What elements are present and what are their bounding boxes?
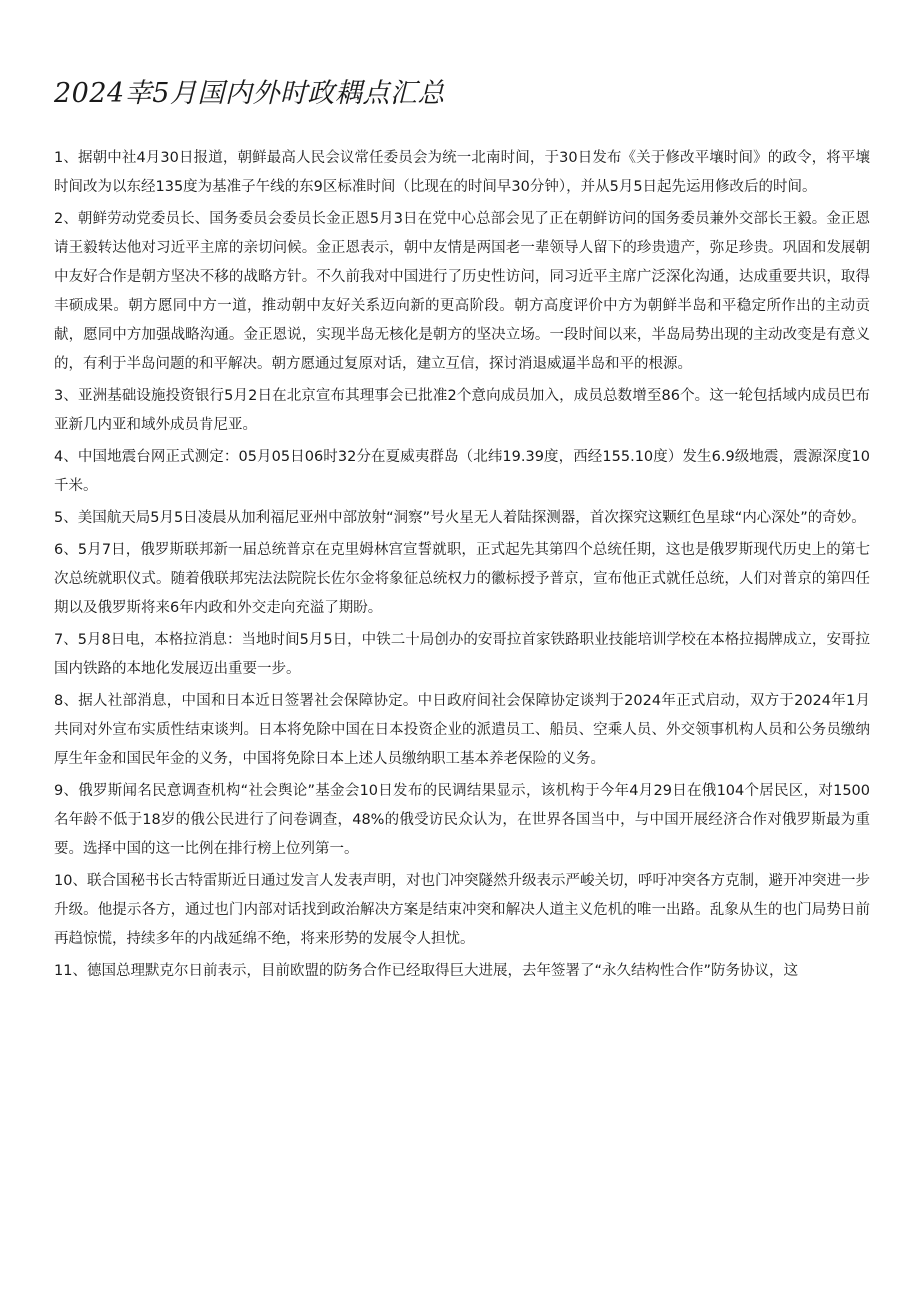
news-item: 3、亚洲基础设施投资银行5月2日在北京宣布其理事会已批准2个意向成员加入，成员总数增至86个。这一轮包括域内成员巴布亚新几内亚和域外成员肯尼亚。	[54, 388, 870, 433]
news-item: 11、德国总理默克尔日前表示，目前欧盟的防务合作已经取得巨大进展，去年签署了“永久结构性合作”防务协议，这	[54, 963, 798, 979]
news-item: 6、5月7日，俄罗斯联邦新一届总统普京在克里姆林宫宣誓就职，正式起先其第四个总统任期，这也是俄罗斯现代历史上的第七次总统就职仪式。随着俄联邦宪法法院院长佐尔金将象征总统权力的徽标授予普京，宣布他正式就任总统，人们对普京的第四任期以及俄罗斯将来6年内政和外交走向充溢了期盼。	[54, 542, 870, 616]
news-item: 8、据人社部消息，中国和日本近日签署社会保障协定。中日政府间社会保障协定谈判于2024年正式启动，双方于2024年1月共同对外宣布实质性结束谈判。日本将免除中国在日本投资企业的派遣员工、船员、空乘人员、外交领事机构人员和公务员缴纳厚生年金和国民年金的义务，中国将免除日本上述人员缴纳职工基本养老保险的义务。	[54, 693, 870, 767]
news-list	[54, 144, 870, 986]
document-title: 2024幸5月国内外时政耦点汇总	[54, 78, 445, 109]
news-item: 10、联合国秘书长古特雷斯近日通过发言人发表声明，对也门冲突隧然升级表示严峻关切，呼吁冲突各方克制，避开冲突进一步升级。他提示各方，通过也门内部对话找到政治解决方案是结束冲突和解决人道主义危机的唯一出路。乱象从生的也门局势日前再趋惊慌，持续多年的内战延绵不绝，将来形势的发展令人担忧。	[54, 873, 870, 947]
news-item: 7、5月8日电，本格拉消息：当地时间5月5日，中铁二十局创办的安哥拉首家铁路职业技能培训学校在本格拉揭牌成立，安哥拉国内铁路的本地化发展迈出重要一步。	[54, 632, 870, 677]
news-item: 4、中国地震台网正式测定：05月05日06时32分在夏威夷群岛（北纬19.39度，西经155.10度）发生6.9级地震，震源深度10千米。	[54, 449, 870, 494]
news-item: 5、美国航天局5月5日凌晨从加利福尼亚州中部放射“洞察”号火星无人着陆探测器，首次探究这颗红色星球“内心深处”的奇妙。	[54, 510, 866, 526]
news-item: 9、俄罗斯闻名民意调查机构“社会舆论”基金会10日发布的民调结果显示，该机构于今年4月29日在俄104个居民区，对1500名年龄不低于18岁的俄公民进行了问卷调查，48%的俄受访民众认为，在世界各国当中，与中国开展经济合作对俄罗斯最为重要。选择中国的这一比例在排行榜上位列第一。	[54, 783, 870, 857]
news-item: 1、据朝中社4月30日报道，朝鲜最高人民会议常任委员会为统一北南时间，于30日发布《关于修改平壤时间》的政令，将平壤时间改为以东经135度为基准子午线的东9区标准时间（比现在的时间早30分钟），并从5月5日起先运用修改后的时间。	[54, 150, 870, 195]
news-item: 2、朝鲜劳动党委员长、国务委员会委员长金正恩5月3日在党中心总部会见了正在朝鲜访问的国务委员兼外交部长王毅。金正恩请王毅转达他对习近平主席的亲切问候。金正恩表示，朝中友情是两国老一辈领导人留下的珍贵遗产，弥足珍贵。巩固和发展朝中友好合作是朝方坚决不移的战略方针。不久前我对中国进行了历史性访问，同习近平主席广泛深化沟通，达成重要共识，取得丰硕成果。朝方愿同中方一道，推动朝中友好关系迈向新的更高阶段。朝方高度评价中方为朝鲜半岛和平稳定所作出的主动贡献，愿同中方加强战略沟通。金正恩说，实现半岛无核化是朝方的坚决立场。一段时间以来，半岛局势出现的主动改变是有意义的，有利于半岛问题的和平解决。朝方愿通过复原对话，建立互信，探讨消退威逼半岛和平的根源。	[54, 211, 870, 372]
